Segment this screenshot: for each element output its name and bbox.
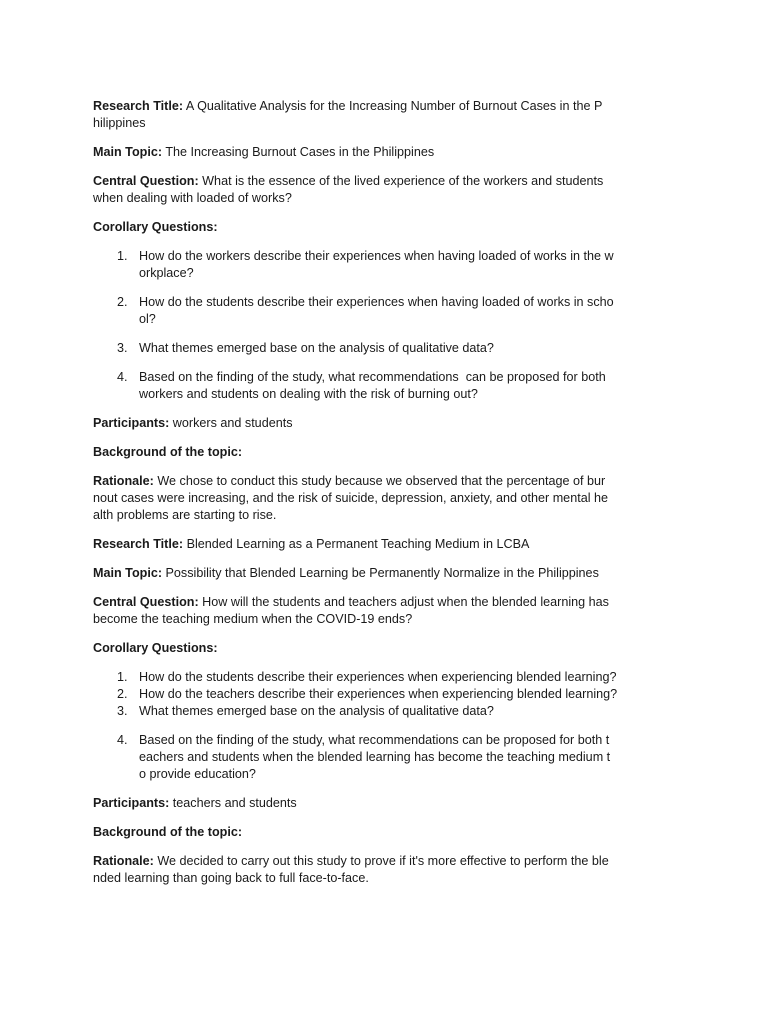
corollary-label: Corollary Questions: <box>93 641 218 655</box>
list-item <box>93 248 683 282</box>
list-text: Based on the finding of the study, what recommendations can be proposed for both <box>139 370 606 384</box>
rationale-text: alth problems are starting to rise. <box>93 508 277 522</box>
corollary-list <box>93 669 683 783</box>
research-title <box>93 536 683 553</box>
corollary-label: Corollary Questions: <box>93 220 218 234</box>
background-heading <box>93 824 683 841</box>
list-item <box>93 340 683 357</box>
main-topic-label: Main Topic: <box>93 145 163 159</box>
central-question-text: What is the essence of the lived experience of the workers and students <box>202 174 604 188</box>
rationale-text: nded learning than going back to full face-to-face. <box>93 871 369 885</box>
list-text: How do the students describe their experiences when experiencing blended learning? <box>139 670 617 684</box>
list-item <box>93 732 683 783</box>
list-item <box>93 686 683 703</box>
list-number: 4. <box>117 733 128 747</box>
list-number: 1. <box>117 670 128 684</box>
rationale <box>93 473 683 524</box>
background-label: Background of the topic: <box>93 825 243 839</box>
list-text: What themes emerged base on the analysis of qualitative data? <box>139 704 494 718</box>
list-number: 3. <box>117 341 128 355</box>
central-question <box>93 594 683 628</box>
list-item <box>93 294 683 328</box>
list-number: 3. <box>117 704 128 718</box>
list-number: 4. <box>117 370 128 384</box>
central-question <box>93 173 683 207</box>
list-text: orkplace? <box>139 266 194 280</box>
central-question-text: How will the students and teachers adjust when the blended learning has <box>202 595 609 609</box>
list-number: 1. <box>117 249 128 263</box>
participants-label: Participants: <box>93 796 170 810</box>
rationale-label: Rationale: <box>93 854 154 868</box>
main-topic <box>93 144 683 161</box>
rationale-text: nout cases were increasing, and the risk of suicide, depression, anxiety, and other mental he <box>93 491 609 505</box>
central-question-label: Central Question: <box>93 595 199 609</box>
corollary-heading <box>93 640 683 657</box>
research-title-label: Research Title: <box>93 99 184 113</box>
list-text: ol? <box>139 312 156 326</box>
document-page <box>93 98 683 899</box>
corollary-heading <box>93 219 683 236</box>
corollary-list <box>93 248 683 403</box>
list-item <box>93 369 683 403</box>
central-question-label: Central Question: <box>93 174 199 188</box>
research-title-text: hilippines <box>93 116 146 130</box>
list-number: 2. <box>117 295 128 309</box>
participants <box>93 795 683 812</box>
rationale <box>93 853 683 887</box>
list-text: workers and students on dealing with the risk of burning out? <box>139 387 478 401</box>
main-topic-text: Possibility that Blended Learning be Permanently Normalize in the Philippines <box>165 566 599 580</box>
list-text: o provide education? <box>139 767 256 781</box>
list-item <box>93 669 683 686</box>
central-question-text: become the teaching medium when the COVID-19 ends? <box>93 612 413 626</box>
rationale-label: Rationale: <box>93 474 154 488</box>
rationale-text: We decided to carry out this study to prove if it's more effective to perform the ble <box>157 854 609 868</box>
list-number: 2. <box>117 687 128 701</box>
main-topic-label: Main Topic: <box>93 566 163 580</box>
central-question-text: when dealing with loaded of works? <box>93 191 292 205</box>
list-text: How do the students describe their experiences when having loaded of works in scho <box>139 295 614 309</box>
research-section-2 <box>93 536 683 887</box>
background-label: Background of the topic: <box>93 445 243 459</box>
list-item <box>93 703 683 720</box>
participants-text: workers and students <box>172 416 293 430</box>
research-title <box>93 98 683 132</box>
participants-text: teachers and students <box>172 796 297 810</box>
participants-label: Participants: <box>93 416 170 430</box>
list-text: Based on the finding of the study, what recommendations can be proposed for both t <box>139 733 610 747</box>
participants <box>93 415 683 432</box>
main-topic <box>93 565 683 582</box>
list-text: How do the teachers describe their experiences when experiencing blended learning? <box>139 687 618 701</box>
list-text: How do the workers describe their experiences when having loaded of works in the w <box>139 249 614 263</box>
research-section-1 <box>93 98 683 524</box>
research-title-label: Research Title: <box>93 537 184 551</box>
list-text: What themes emerged base on the analysis of qualitative data? <box>139 341 494 355</box>
research-title-text: Blended Learning as a Permanent Teaching Medium in LCBA <box>186 537 530 551</box>
background-heading <box>93 444 683 461</box>
list-text: eachers and students when the blended learning has become the teaching medium t <box>139 750 611 764</box>
rationale-text: We chose to conduct this study because we observed that the percentage of bur <box>157 474 606 488</box>
main-topic-text: The Increasing Burnout Cases in the Philippines <box>165 145 435 159</box>
research-title-text: A Qualitative Analysis for the Increasing Number of Burnout Cases in the P <box>185 99 603 113</box>
